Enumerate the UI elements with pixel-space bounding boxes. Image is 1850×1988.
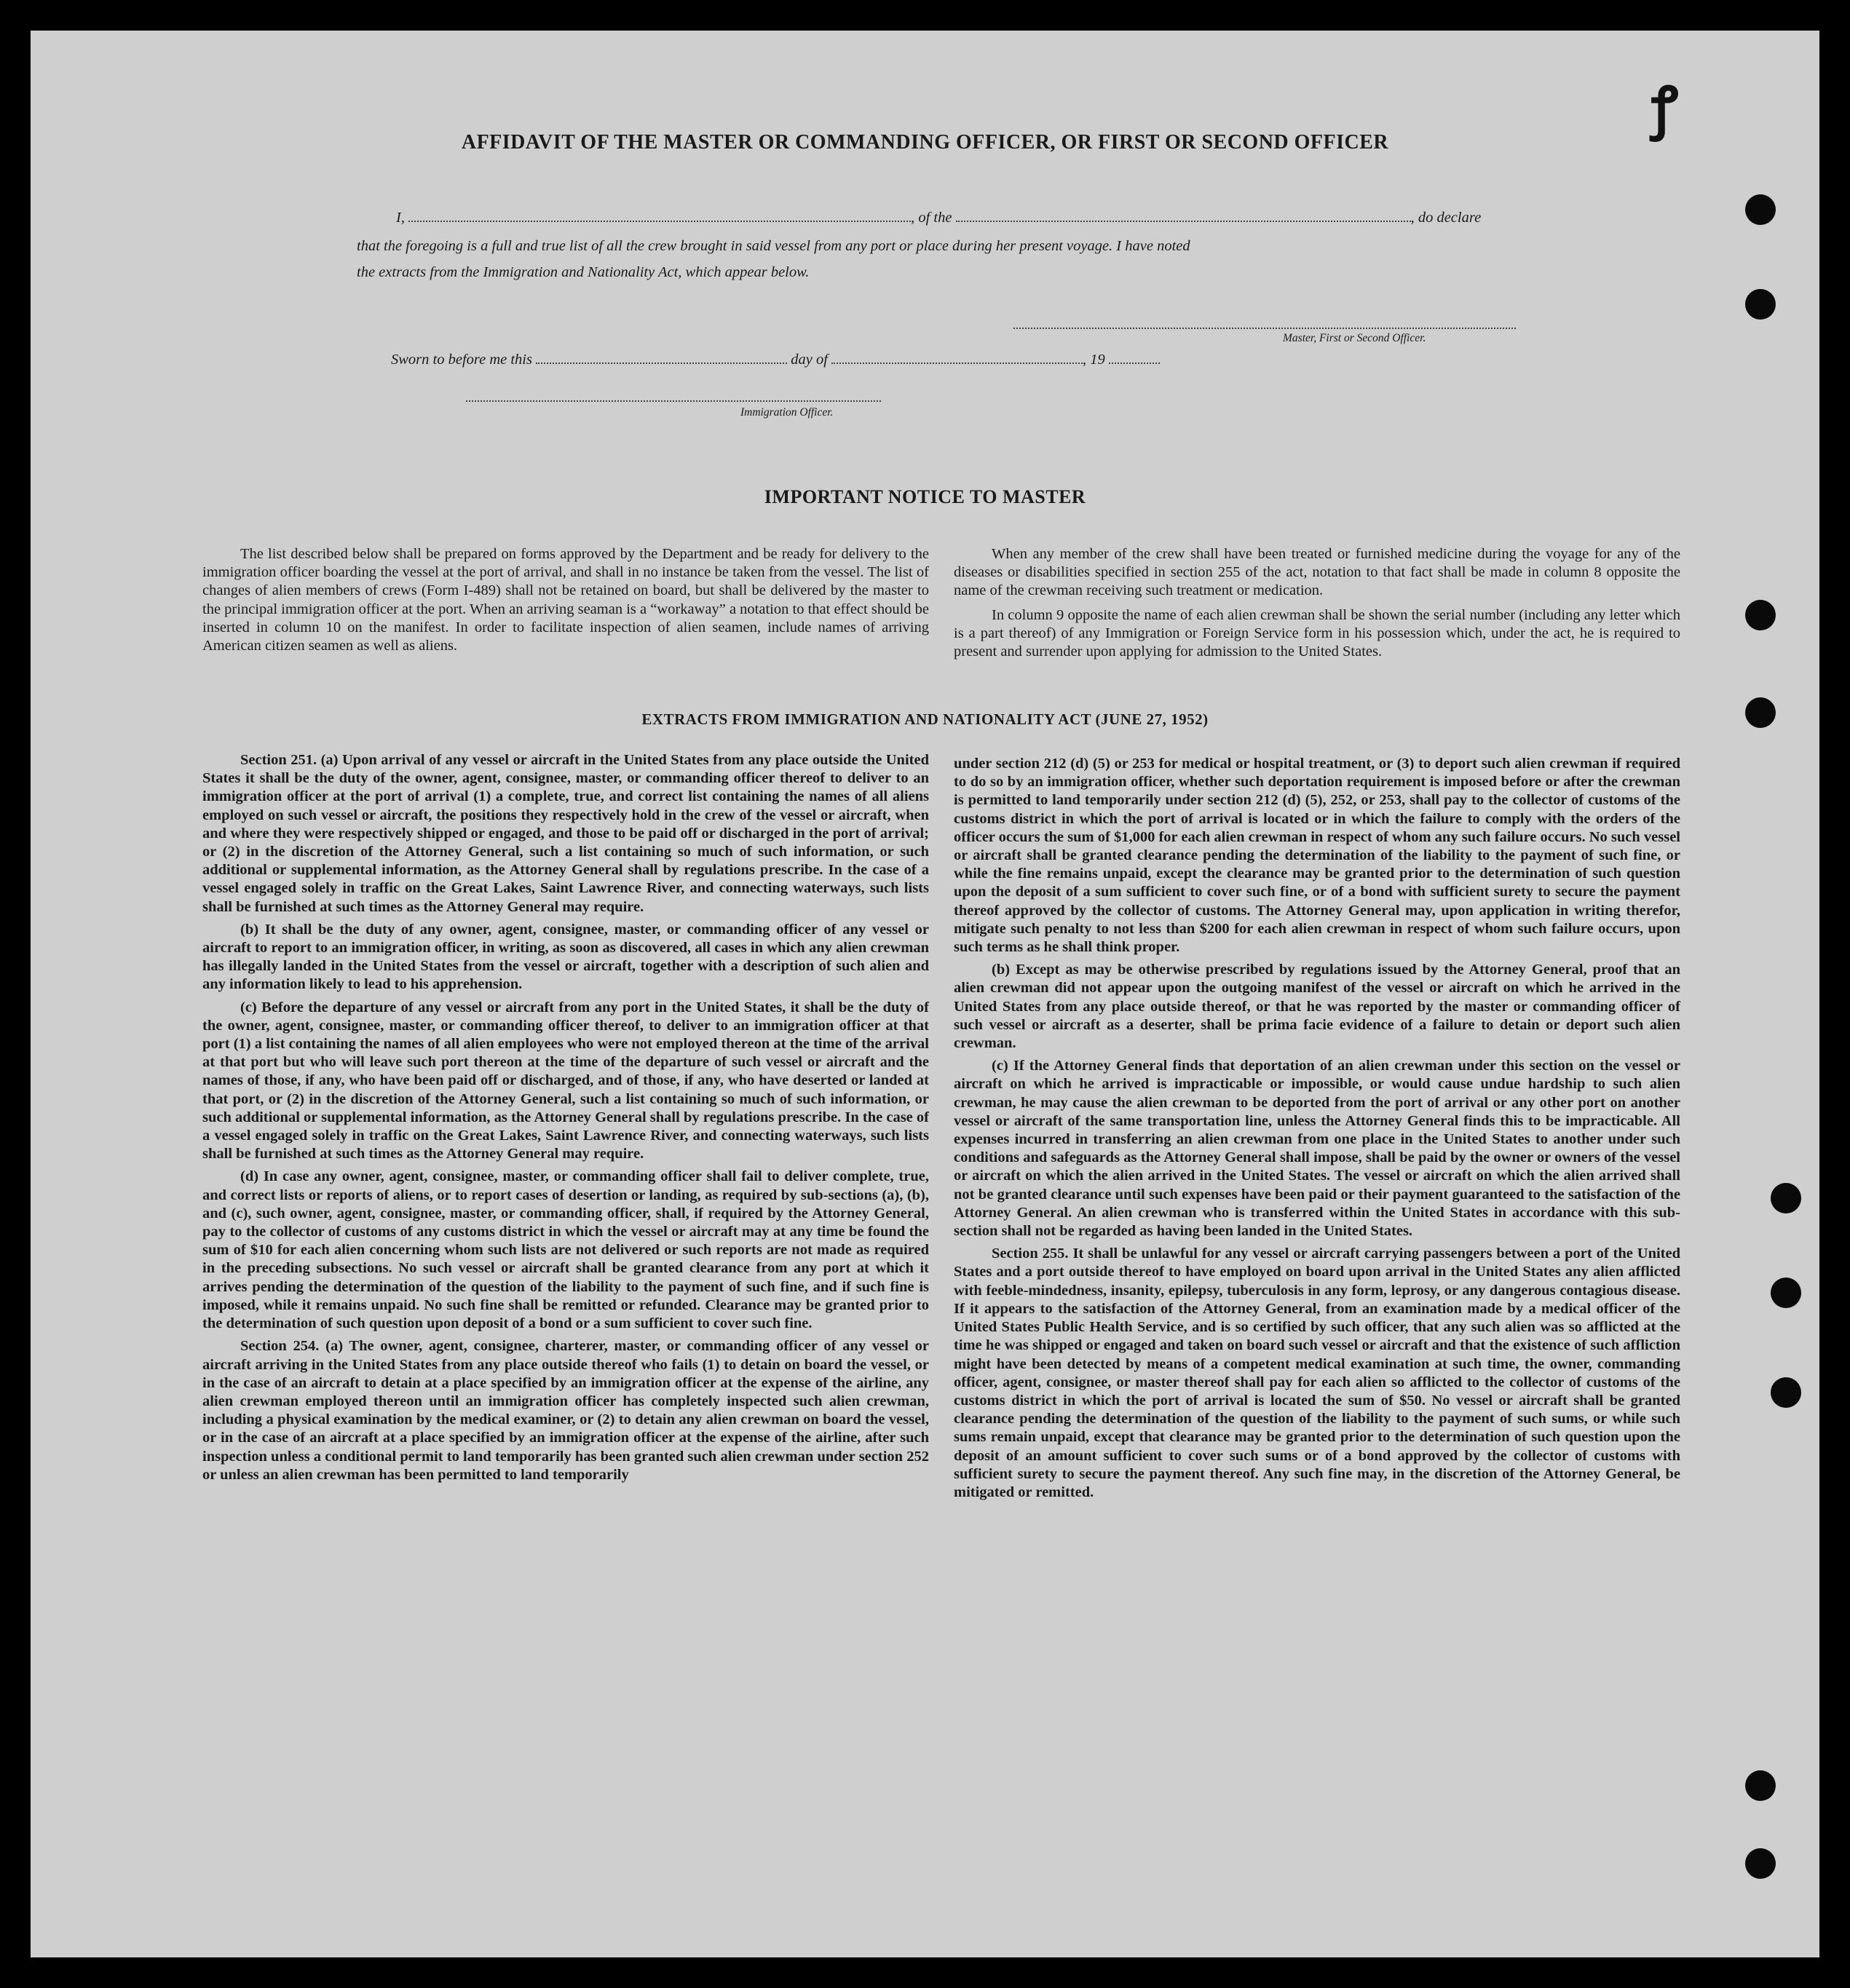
section-254-b: (b) Except as may be otherwise prescribed by regulations issued by the Attorney General, proof that an alien crewman did not appear upon the outgoing manifest of the vessel or aircraft on which he arrived in the United States from any place outside thereof, or that he was reported by the master or commanding officer of such vessel or aircraft as a deserter, shall be prima facie evidence of a failure to detain or deport such alien crewman. [954, 962, 1680, 1052]
sworn-line [391, 351, 1160, 368]
extracts-title: EXTRACTS FROM IMMIGRATION AND NATIONALITY ACT (JUNE 27, 1952) [641, 710, 1209, 728]
section-255: Section 255. It shall be unlawful for any vessel or aircraft carrying passengers between a port of the United States and a port outside thereof to have employed on board upon arrival in the United States any alien afflicted with feeble-mindedness, insanity, epilepsy, tuberculosis in any form, leprosy, or any dangerous contagious disease. If it appears to the satisfaction of the Attorney General, from an examination made by a medical officer of the United States Public Health Service, and is so certified by such officer, that any such alien was so afflicted at the time he was shipped or engaged and taken on board such vessel or aircraft and that the existence of such affliction might have been detected by means of a competent medical examination at such time, the owner, commanding officer, agent, consignee, or master thereof shall pay for each alien so afflicted to the collector of customs of the customs district in which the port of arrival is located the sum of $50. No vessel or aircraft shall be granted clearance pending the determination of the question of the liability to the payment of such sums, or while such sums remain unpaid, except that clearance may be granted prior to the determination of such question upon the deposit of an amount sufficient to cover such sums or of a bond approved by the collector of customs with sufficient surety to secure the payment thereof. Any such fine may, in the discretion of the Attorney General, be mitigated or remitted. [954, 1246, 1680, 1500]
notice-right-paragraph-2: In column 9 opposite the name of each alien crewman shall be shown the serial number (including any letter which is a part thereof) of any Immigration or Foreign Service form in his possession which, under the act, he is required to present and surrender upon applying for admission to the United States. [954, 606, 1680, 660]
binder-hole [1771, 1183, 1801, 1213]
year-blank[interactable] [1109, 351, 1160, 364]
notice-right-column [954, 545, 1680, 665]
day-of-label: day of [791, 352, 828, 368]
section-254-c: (c) If the Attorney General finds that deportation of an alien crewman under this section on the vessel or aircraft on which he arrived is impracticable or impossible, or would cause undue hardship to such alien crewman, he may cause the alien crewman to be deported from the port of arrival or any other port on another vessel or aircraft of the same transportation line, unless the Attorney General finds this to be impracticable. All expenses incurred in transferring an alien crewman from one place in the United States to another under such conditions and safeguards as the Attorney General shall impose, shall be paid by the owner or owners of the vessel or aircraft on which the alien arrived in the United States. The vessel or aircraft on which the alien arrived shall not be granted clearance until such expenses have been paid or their payment guaranteed to the satisfaction of the Attorney General. An alien crewman who is transferred within the United States in accordance with this sub-section shall not be regarded as having been landed in the United States. [954, 1058, 1680, 1240]
officer-signature-line[interactable] [466, 400, 881, 402]
section-251-d: (d) In case any owner, agent, consignee, master, or commanding officer shall fail to deliver complete, true, and correct lists or reports of aliens, or to report cases of desertion or landing, as required by sub-sections (a), (b), and (c), such owner, agent, consignee, master, or commanding officer, shall, if required by the Attorney General, pay to the collector of customs of any customs district in which the vessel or aircraft may at any time be found the sum of $10 for each alien concerning whom such lists are not delivered or such reports are not made as required in the preceding subsections. No such vessel or aircraft shall be granted clearance from any port at which it arrives pending the determination of the question of the liability to the payment of such fine, and if such fine is imposed, while it remains unpaid. No such fine shall be remitted or refunded. Clearance may be granted prior to the determination of such question upon deposit of a bond or a sum sufficient to cover such fine. [202, 1168, 929, 1332]
binder-hole [1745, 289, 1776, 320]
section-254-a: Section 254. (a) The owner, agent, consignee, charterer, master, or commanding officer of any vessel or aircraft arriving in the United States from any place outside thereof who fails (1) to detain on board the vessel, or in the case of an aircraft to detain at a place specified by an immigration officer at the expense of the airline, any alien crewman employed thereon until an immigration officer has completely inspected such alien crewman, including a physical examination by the medical examiner, or (2) to detain any alien crewman on board the vessel, or in the case of an aircraft at a place specified by an immigration officer at the expense of the airline, after such inspection unless a conditional permit to land temporarily has been granted such alien crewman under section 252 or unless an alien crewman has been permitted to land temporarily [202, 1338, 929, 1483]
notice-title: IMPORTANT NOTICE TO MASTER [764, 486, 1086, 507]
binder-hole [1771, 1377, 1801, 1408]
affidavit-title: AFFIDAVIT OF THE MASTER OR COMMANDING OFFICER, OR FIRST OR SECOND OFFICER [461, 131, 1389, 154]
binder-hole [1745, 697, 1776, 728]
binder-hole [1771, 1278, 1801, 1308]
binder-hole [1745, 1848, 1776, 1879]
section-251-b: (b) It shall be the duty of any owner, agent, consignee, master, or commanding officer of any vessel or aircraft to report to an immigration officer, in writing, as soon as discovered, all cases in which any alien crewman has illegally landed in the United States from the vessel or aircraft, together with a description of such alien and any information likely to lead to his apprehension. [202, 921, 929, 993]
month-blank[interactable] [831, 351, 1083, 364]
affidavit-i: I, [396, 210, 405, 226]
day-blank[interactable] [536, 351, 787, 364]
notice-left-paragraph: The list described below shall be prepared on forms approved by the Department and be ready for delivery to the immigration officer boarding the vessel at the port of arrival, and shall in no instance be taken from the vessel. The list of changes of alien members of crews (Form I-489) shall not be retained on board, but shall be delivered by the master to the principal immigration officer at the port. When an arriving seaman is a “workaway” a notation to that effect should be inserted in column 10 on the manifest. In order to facilitate inspection of alien seamen, include names of arriving American citizen seamen as well as aliens. [202, 546, 929, 654]
do-declare-label: , do declare [1410, 210, 1482, 226]
affidavit-line-1 [396, 209, 1481, 226]
extracts-right-column [954, 755, 1680, 1506]
sworn-label: Sworn to before me this [391, 352, 532, 368]
binder-hole [1745, 1770, 1776, 1801]
name-blank[interactable] [408, 209, 911, 222]
vessel-blank[interactable] [956, 209, 1411, 222]
section-251-c: (c) Before the departure of any vessel or aircraft from any port in the United States, it shall be the duty of the owner, agent, consignee, master, or commanding officer thereof, to deliver to an immigration officer at that port (1) a list containing the names of all alien employees who were not employed thereon at the time of the arrival at that port but who will leave such port thereon at the time of the departure of such vessel or aircraft and the names of those, if any, who have been paid off or discharged, and of those, if any, who have deserted or landed at that port, or (2) in the discretion of the Attorney General, such a list containing so much of such information, or such additional or supplemental information, as the Attorney General shall by regulations prescribe. In the case of a vessel engaged solely in traffic on the Great Lakes, Saint Lawrence River, and connecting waterways, such lists shall be furnished at such times as the Attorney General may require. [202, 999, 929, 1163]
binder-hole [1745, 600, 1776, 630]
section-251-a: Section 251. (a) Upon arrival of any vessel or aircraft in the United States from any place outside the United States it shall be the duty of the owner, agent, consignee, master, or commanding officer thereof to deliver to an immigration officer at the port of arrival (1) a complete, true, and correct list containing the names of all aliens employed on such vessel or aircraft, the positions they respectively hold in the crew of the vessel or aircraft, when and where they were respectively shipped or engaged, and those to be paid off or discharged in the port of arrival; or (2) in the discretion of the Attorney General, such a list containing so much of such information, or such additional or supplemental information, as the Attorney General shall by regulations prescribe. In the case of a vessel engaged solely in traffic on the Great Lakes, Saint Lawrence River, and connecting waterways, such lists shall be furnished at such times as the Attorney General may require. [202, 752, 929, 915]
affidavit-line-2: that the foregoing is a full and true list of all the crew brought in said vessel from any port or place during her present voyage. I have noted [357, 238, 1190, 254]
notice-left-column [202, 545, 929, 660]
notice-right-paragraph-1: When any member of the crew shall have been treated or furnished medicine during the voyage for any of the diseases or disabilities specified in section 255 of the act, notation to that fact shall be made in column 8 opposite the name of the crewman receiving such treatment or medication. [954, 546, 1680, 599]
master-caption: Master, First or Second Officer. [1283, 332, 1426, 344]
of-the-label: , of the [911, 210, 952, 226]
master-signature-line[interactable] [1013, 328, 1516, 329]
section-254-a-continued: under section 212 (d) (5) or 253 for medical or hospital treatment, or (3) to deport such alien crewman if required to do so by an immigration officer, whether such deportation requirement is imposed before or after the crewman is permitted to land temporarily under section 212 (d) (5), 252, or 253, shall pay to the collector of customs of the customs district in which the port of arrival is located or in which the failure to comply with the orders of the officer occurs the sum of $1,000 for each alien crewman in respect of whom any such failure occurs. No such vessel or aircraft shall be granted clearance pending the determination of the liability to the payment of such fine, or while the fine remains unpaid, except the clearance may be granted prior to the determination of such question upon the deposit of a sum sufficient to cover such fine, or of a bond with sufficient surety to secure the payment thereof approved by the collector of customs. The Attorney General may, upon application in writing therefor, mitigate such penalty to not less than $200 for each alien crewman in respect of whom such failure occurs, upon such terms as he shall think proper. [954, 756, 1680, 956]
officer-caption: Immigration Officer. [740, 406, 834, 419]
affidavit-line-3: the extracts from the Immigration and Nationality Act, which appear below. [357, 264, 810, 280]
handwritten-mark: ꝭ [1651, 76, 1678, 140]
document-page [31, 31, 1819, 1957]
year-label: , 19 [1083, 352, 1105, 368]
extracts-left-column [202, 751, 929, 1489]
binder-hole [1745, 194, 1776, 225]
